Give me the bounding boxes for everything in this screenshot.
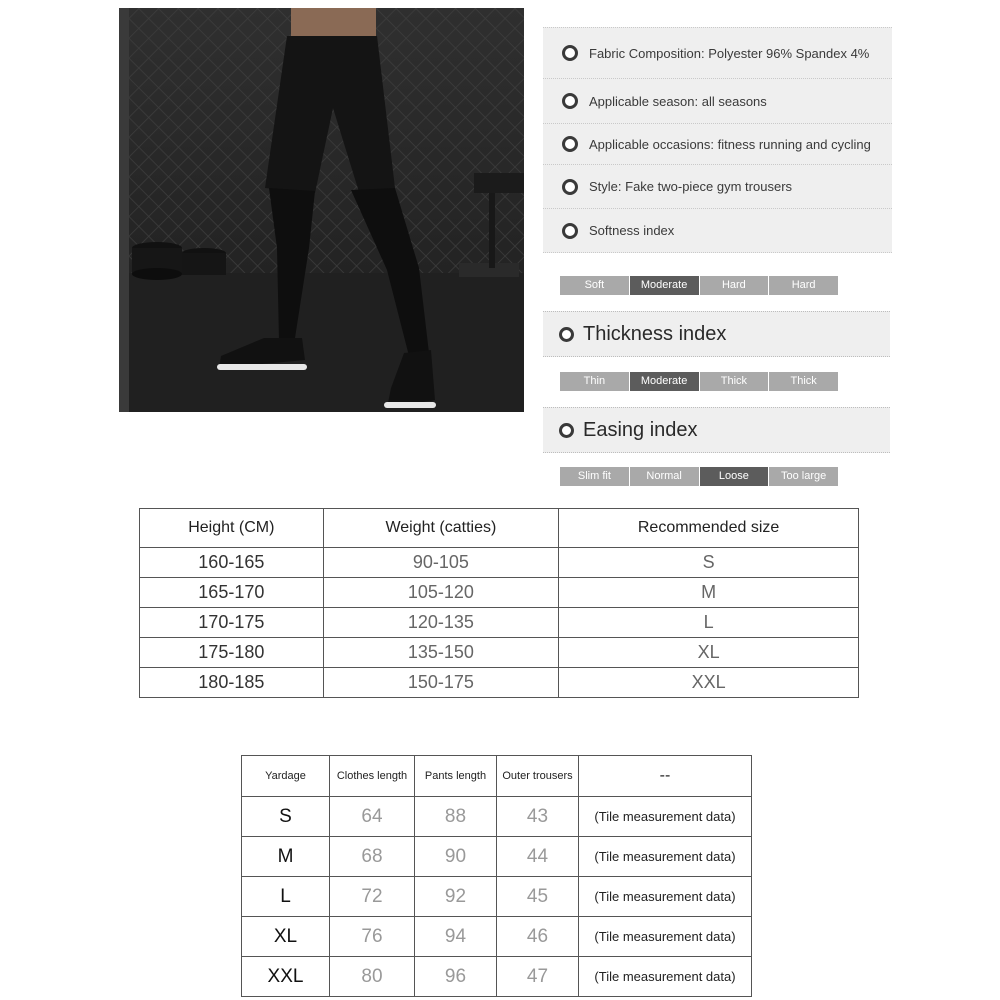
size-cell: XXL [242,957,330,997]
column-header: Clothes length [330,756,415,797]
softness-scale [560,276,838,295]
table-row [242,917,752,957]
weight-cell: 120-135 [323,608,559,638]
size-cell: L [242,877,330,917]
note-cell: (Tile measurement data) [579,957,752,997]
product-photo [119,8,524,412]
weight-cell: 90-105 [323,548,559,578]
spec-label: Applicable season: all seasons [589,93,767,109]
easing-scale [560,467,838,486]
clothes-length-cell: 68 [330,837,415,877]
weight-cell: 105-120 [323,578,559,608]
spec-label: Applicable occasions: fitness running and cycling [589,136,871,152]
spec-label: Style: Fake two-piece gym trousers [589,179,793,194]
size-cell: XL [559,638,859,668]
table-row [140,548,859,578]
bullet-icon [562,223,578,239]
pants-length-cell: 92 [415,877,497,917]
spec-style [543,165,892,209]
size-cell: S [242,797,330,837]
bullet-icon [562,45,578,61]
column-header: Recommended size [559,509,859,548]
spec-label: Softness index [589,223,675,238]
measurement-table [241,755,752,997]
thickness-title: Thickness index [583,322,727,345]
size-cell: M [559,578,859,608]
easing-heading [543,407,890,453]
spec-softness [543,209,892,253]
note-cell: (Tile measurement data) [579,837,752,877]
easing-option-selected: Loose [700,467,770,486]
weight-cell: 150-175 [323,668,559,698]
outer-trousers-cell: 45 [497,877,579,917]
pants-length-cell: 94 [415,917,497,957]
table-row [140,638,859,668]
column-header: -- [579,756,752,797]
thickness-option: Thick [769,372,838,391]
column-header: Pants length [415,756,497,797]
height-cell: 170-175 [140,608,324,638]
size-cell: XL [242,917,330,957]
bullet-icon [562,179,578,195]
note-cell: (Tile measurement data) [579,917,752,957]
easing-option: Normal [630,467,700,486]
outer-trousers-cell: 44 [497,837,579,877]
outer-trousers-cell: 46 [497,917,579,957]
height-cell: 165-170 [140,578,324,608]
bullet-icon [559,423,574,438]
table-row [242,957,752,997]
table-row [242,797,752,837]
table-row [140,578,859,608]
column-header: Outer trousers [497,756,579,797]
clothes-length-cell: 80 [330,957,415,997]
height-cell: 160-165 [140,548,324,578]
pants-length-cell: 88 [415,797,497,837]
softness-option-selected: Moderate [630,276,700,295]
column-header: Yardage [242,756,330,797]
height-cell: 180-185 [140,668,324,698]
pants-length-cell: 90 [415,837,497,877]
bullet-icon [559,327,574,342]
size-cell: M [242,837,330,877]
thickness-option: Thin [560,372,630,391]
table-row [242,837,752,877]
softness-option: Hard [769,276,838,295]
spec-label: Fabric Composition: Polyester 96% Spandex 4% [589,45,870,61]
bullet-icon [562,93,578,109]
size-cell: S [559,548,859,578]
size-recommendation-table [139,508,859,698]
size-cell: XXL [559,668,859,698]
table-row [140,668,859,698]
outer-trousers-cell: 43 [497,797,579,837]
softness-option: Hard [700,276,770,295]
outer-trousers-cell: 47 [497,957,579,997]
table-row [140,608,859,638]
clothes-length-cell: 72 [330,877,415,917]
spec-fabric [543,27,892,79]
easing-title: Easing index [583,418,698,441]
bullet-icon [562,136,578,152]
table-header-row [242,756,752,797]
clothes-length-cell: 76 [330,917,415,957]
pants-length-cell: 96 [415,957,497,997]
easing-option: Slim fit [560,467,630,486]
size-cell: L [559,608,859,638]
easing-option: Too large [769,467,838,486]
softness-option: Soft [560,276,630,295]
thickness-heading [543,311,890,357]
note-cell: (Tile measurement data) [579,877,752,917]
thickness-option-selected: Moderate [630,372,700,391]
weight-cell: 135-150 [323,638,559,668]
height-cell: 175-180 [140,638,324,668]
clothes-length-cell: 64 [330,797,415,837]
thickness-scale [560,372,838,391]
thickness-option: Thick [700,372,770,391]
spec-occasions [543,124,892,165]
spec-season [543,79,892,124]
column-header: Weight (catties) [323,509,559,548]
table-header-row [140,509,859,548]
table-row [242,877,752,917]
column-header: Height (CM) [140,509,324,548]
note-cell: (Tile measurement data) [579,797,752,837]
